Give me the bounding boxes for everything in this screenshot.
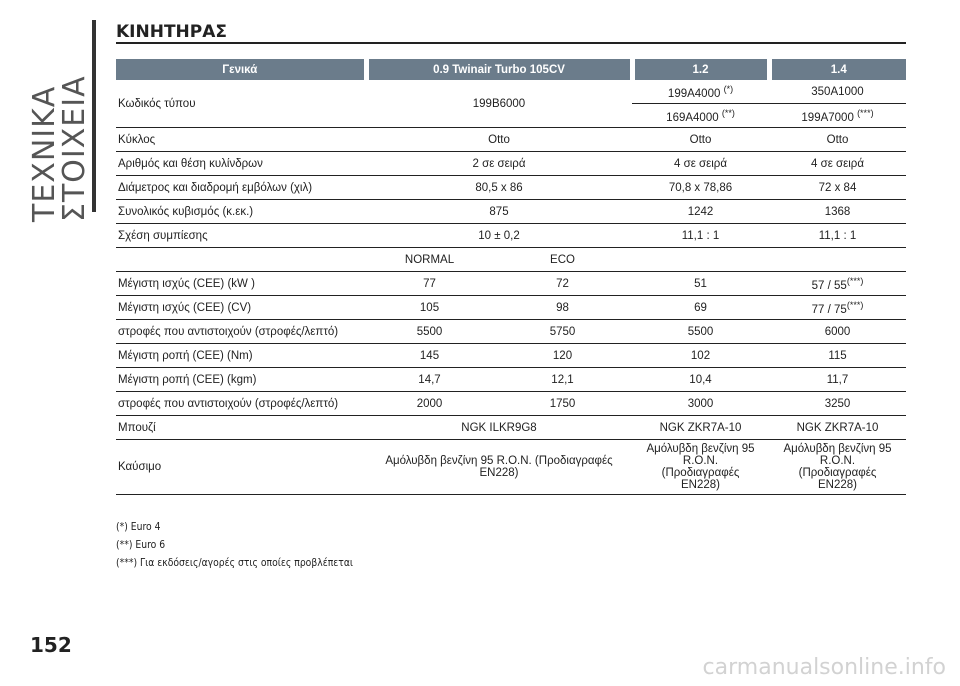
fuel-09: Αμόλυβδη βενζίνη 95 R.O.N. (Προδιαγραφές EN228) [366, 440, 632, 495]
table-row [116, 320, 906, 344]
table-row [116, 200, 906, 224]
footnote-euro6: (**) Euro 6 [116, 539, 166, 551]
torque-kgm-12: 10,4 [632, 368, 769, 392]
engine-specs-table [116, 59, 906, 495]
table-header-row [116, 59, 906, 80]
cycle-09: Otto [366, 128, 632, 152]
cylinders-12: 4 σε σειρά [632, 152, 769, 176]
torque-nm-14: 115 [769, 344, 906, 368]
table-row-modes [116, 248, 906, 272]
table-row [116, 80, 906, 104]
row-label-torque-kgm: Μέγιστη ροπή (CEE) (kgm) [116, 368, 366, 392]
power-kw-normal: 77 [366, 272, 493, 296]
cycle-14: Otto [769, 128, 906, 152]
header-engine-09: 0.9 Twinair Turbo 105CV [366, 59, 632, 80]
type-code-12a: 199A4000 (*) [632, 80, 769, 104]
cylinders-09: 2 σε σειρά [366, 152, 632, 176]
row-label-type-code: Κωδικός τύπου [116, 80, 366, 128]
mode-eco: ECO [493, 248, 632, 272]
fuel-14: Αμόλυβδη βενζίνη 95 R.O.N. (Προδιαγραφές EN228) [769, 440, 906, 495]
spark-plug-09: NGK ILKR9G8 [366, 416, 632, 440]
table-row [116, 176, 906, 200]
torque-rpm-eco: 1750 [493, 392, 632, 416]
power-kw-14: 57 / 55(***) [769, 272, 906, 296]
table-row [116, 128, 906, 152]
table-row [116, 440, 906, 495]
page-number: 152 [30, 633, 72, 657]
table-row [116, 296, 906, 320]
torque-nm-eco: 120 [493, 344, 632, 368]
displacement-12: 1242 [632, 200, 769, 224]
spark-plug-12: NGK ZKR7A-10 [632, 416, 769, 440]
header-engine-12: 1.2 [632, 59, 769, 80]
watermark: carmanualsonline.info [702, 655, 946, 680]
compression-12: 11,1 : 1 [632, 224, 769, 248]
power-cv-eco: 98 [493, 296, 632, 320]
bore-stroke-12: 70,8 x 78,86 [632, 176, 769, 200]
header-general: Γενικά [116, 59, 366, 80]
bore-stroke-09: 80,5 x 86 [366, 176, 632, 200]
row-label-compression: Σχέση συμπίεσης [116, 224, 366, 248]
torque-nm-12: 102 [632, 344, 769, 368]
type-code-14b: 199A7000 (***) [769, 104, 906, 128]
power-cv-14: 77 / 75(***) [769, 296, 906, 320]
row-label-power-cv: Μέγιστη ισχύς (CEE) (CV) [116, 296, 366, 320]
row-label-spark-plug: Μπουζί [116, 416, 366, 440]
side-section-title [27, 22, 92, 222]
power-cv-normal: 105 [366, 296, 493, 320]
footnotes [116, 518, 385, 572]
row-label-fuel: Καύσιμο [116, 440, 366, 495]
displacement-09: 875 [366, 200, 632, 224]
row-label-power-rpm: στροφές που αντιστοιχούν (στροφές/λεπτό) [116, 320, 366, 344]
header-engine-14: 1.4 [769, 59, 906, 80]
mode-normal: NORMAL [366, 248, 493, 272]
row-label-torque-nm: Μέγιστη ροπή (CEE) (Nm) [116, 344, 366, 368]
torque-kgm-14: 11,7 [769, 368, 906, 392]
table-row [116, 224, 906, 248]
type-code-14a: 350A1000 [769, 80, 906, 104]
compression-14: 11,1 : 1 [769, 224, 906, 248]
table-row [116, 368, 906, 392]
type-code-12b: 169A4000 (**) [632, 104, 769, 128]
row-label-torque-rpm: στροφές που αντιστοιχούν (στροφές/λεπτό) [116, 392, 366, 416]
type-code-09: 199B6000 [366, 80, 632, 128]
row-label-cycle: Κύκλος [116, 128, 366, 152]
power-kw-eco: 72 [493, 272, 632, 296]
footnote-markets: (***) Για εκδόσεις/αγορές στις οποίες προβλέπεται [116, 557, 354, 569]
compression-09: 10 ± 0,2 [366, 224, 632, 248]
fuel-12: Αμόλυβδη βενζίνη 95 R.O.N. (Προδιαγραφές EN228) [632, 440, 769, 495]
torque-rpm-14: 3250 [769, 392, 906, 416]
side-divider [92, 20, 96, 212]
power-kw-12: 51 [632, 272, 769, 296]
power-rpm-normal: 5500 [366, 320, 493, 344]
row-label-bore-stroke: Διάμετρος και διαδρομή εμβόλων (χιλ) [116, 176, 366, 200]
power-cv-12: 69 [632, 296, 769, 320]
torque-kgm-normal: 14,7 [366, 368, 493, 392]
page-title: ΚΙΝΗΤΗΡΑΣ [116, 22, 228, 42]
row-label-displacement: Συνολικός κυβισμός (κ.εκ.) [116, 200, 366, 224]
side-title-text: ΤΕΧΝΙΚΑ ΣΤΟΙΧΕΙΑ [27, 75, 92, 222]
row-label-power-kw: Μέγιστη ισχύς (CEE) (kW ) [116, 272, 366, 296]
bore-stroke-14: 72 x 84 [769, 176, 906, 200]
title-rule [116, 42, 906, 44]
footnote-euro4: (*) Euro 4 [116, 521, 161, 533]
table-row [116, 152, 906, 176]
row-label-cylinders: Αριθμός και θέση κυλίνδρων [116, 152, 366, 176]
torque-rpm-12: 3000 [632, 392, 769, 416]
torque-kgm-eco: 12,1 [493, 368, 632, 392]
torque-nm-normal: 145 [366, 344, 493, 368]
table-row [116, 416, 906, 440]
cycle-12: Otto [632, 128, 769, 152]
cylinders-14: 4 σε σειρά [769, 152, 906, 176]
power-rpm-12: 5500 [632, 320, 769, 344]
power-rpm-eco: 5750 [493, 320, 632, 344]
table-row [116, 392, 906, 416]
table-row [116, 272, 906, 296]
displacement-14: 1368 [769, 200, 906, 224]
spark-plug-14: NGK ZKR7A-10 [769, 416, 906, 440]
table-row [116, 344, 906, 368]
torque-rpm-normal: 2000 [366, 392, 493, 416]
power-rpm-14: 6000 [769, 320, 906, 344]
